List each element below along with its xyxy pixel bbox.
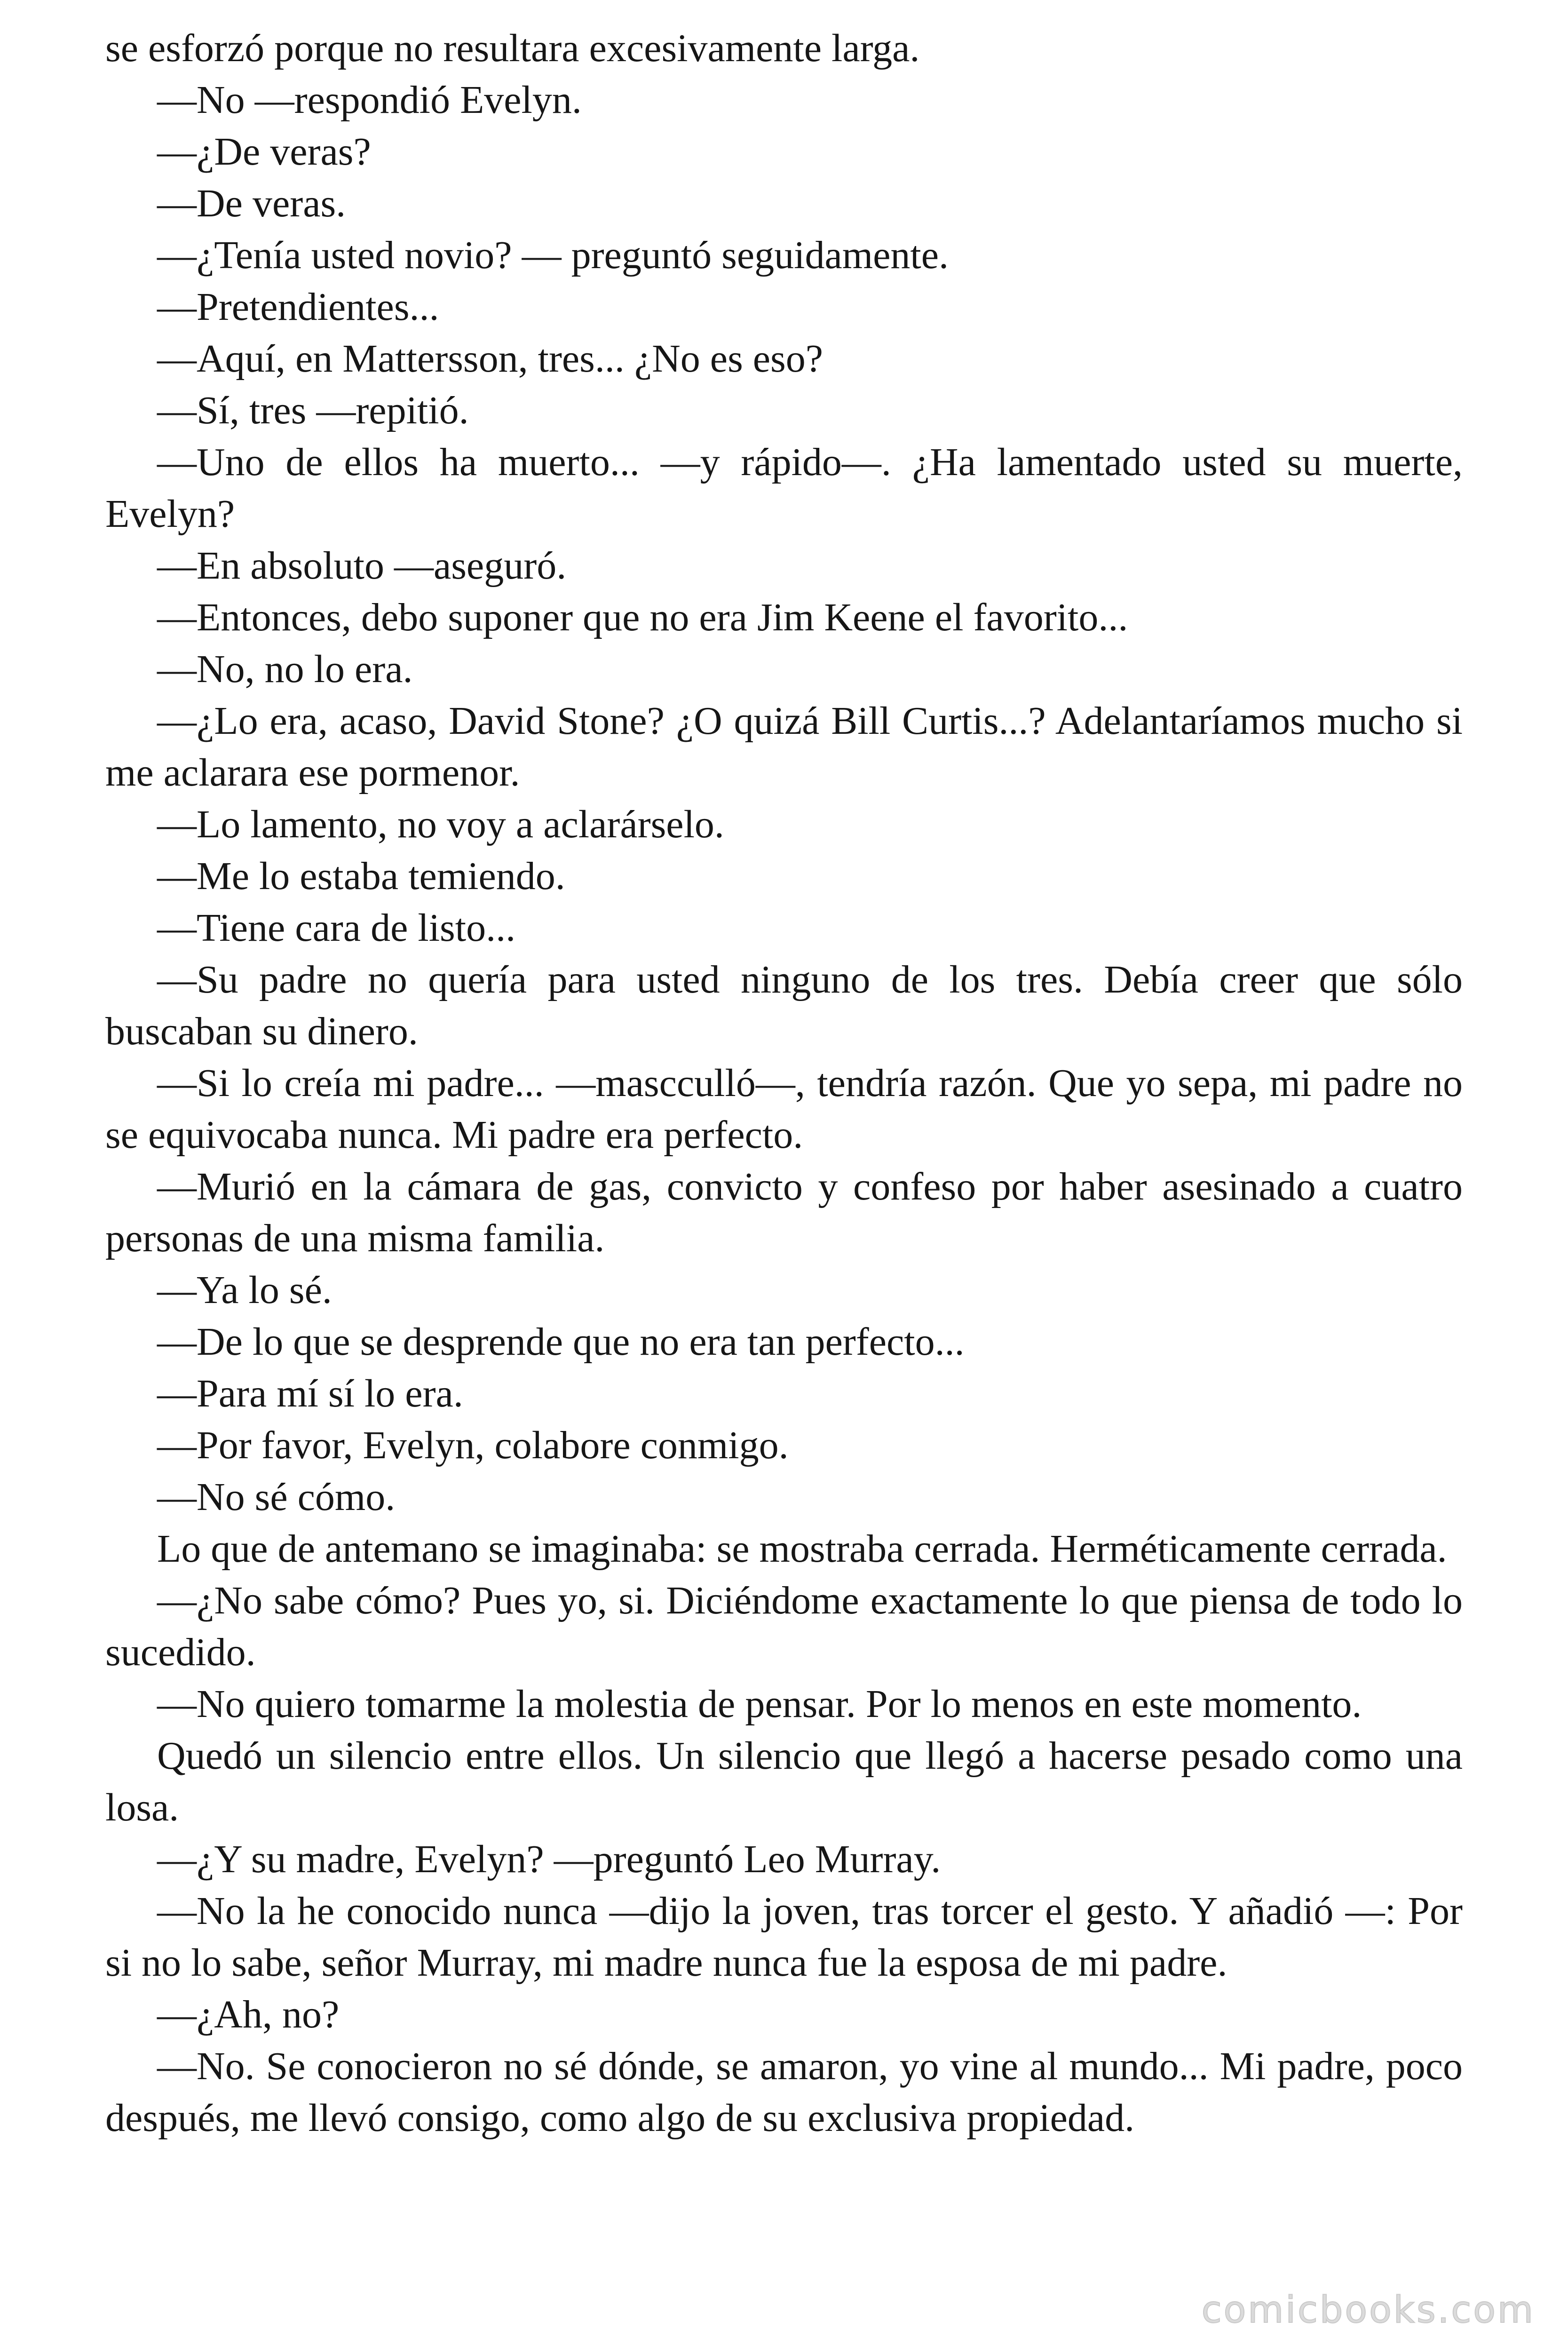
paragraph: —De veras. <box>157 182 346 225</box>
paragraph: —No —respondió Evelyn. <box>157 78 582 122</box>
page-text <box>105 23 1463 2144</box>
paragraph: —Lo lamento, no voy a aclarárselo. <box>157 803 724 846</box>
paragraph: —No. Se conocieron no sé dónde, se amaron, yo vine al mundo... Mi padre, poco después, me llevó consigo, como algo de su exclusiva propiedad. <box>105 2044 1463 2140</box>
paragraph: —¿Lo era, acaso, David Stone? ¿O quizá Bill Curtis...? Adelantaríamos mucho si me aclarara ese pormenor. <box>105 699 1463 795</box>
paragraph: —Para mí sí lo era. <box>157 1372 463 1415</box>
paragraph: —Tiene cara de listo... <box>157 906 516 950</box>
paragraph: Lo que de antemano se imaginaba: se mostraba cerrada. Herméticamente cerrada. <box>157 1527 1447 1571</box>
paragraph: —Si lo creía mi padre... —mascculló—, tendría razón. Que yo sepa, mi padre no se equivocaba nunca. Mi padre era perfecto. <box>105 1061 1463 1157</box>
paragraph: —Entonces, debo suponer que no era Jim Keene el favorito... <box>157 596 1128 639</box>
paragraph: —Aquí, en Mattersson, tres... ¿No es eso? <box>157 337 824 381</box>
paragraph: —Murió en la cámara de gas, convicto y confeso por haber asesinado a cuatro personas de una misma familia. <box>105 1165 1463 1260</box>
paragraph: —Su padre no quería para usted ninguno de los tres. Debía creer que sólo buscaban su dinero. <box>105 958 1463 1053</box>
paragraph: —No sé cómo. <box>157 1475 396 1519</box>
paragraph: —Me lo estaba temiendo. <box>157 854 565 898</box>
paragraph: —Por favor, Evelyn, colabore conmigo. <box>157 1423 789 1467</box>
paragraph: —De lo que se desprende que no era tan perfecto... <box>157 1320 965 1364</box>
paragraph: —Uno de ellos ha muerto... —y rápido—. ¿Ha lamentado usted su muerte, Evelyn? <box>105 440 1463 536</box>
paragraph: se esforzó porque no resultara excesivamente larga. <box>105 26 920 70</box>
paragraph: —No quiero tomarme la molestia de pensar. Por lo menos en este momento. <box>157 1682 1362 1726</box>
paragraph: —No la he conocido nunca —dijo la joven, tras torcer el gesto. Y añadió —: Por si no lo sabe, señor Murray, mi madre nunca fue la esposa de mi padre. <box>105 1889 1463 1985</box>
paragraph: —Ya lo sé. <box>157 1268 332 1312</box>
paragraph: —¿No sabe cómo? Pues yo, si. Diciéndome exactamente lo que piensa de todo lo sucedido. <box>105 1579 1463 1674</box>
paragraph: Quedó un silencio entre ellos. Un silencio que llegó a hacerse pesado como una losa. <box>105 1734 1463 1829</box>
paragraph: —¿Y su madre, Evelyn? —preguntó Leo Murray. <box>157 1837 941 1881</box>
paragraph: —No, no lo era. <box>157 647 413 691</box>
paragraph: —¿Tenía usted novio? — preguntó seguidamente. <box>157 233 949 277</box>
paragraph: —En absoluto —aseguró. <box>157 544 567 588</box>
watermark: comicbooks.com <box>1201 2289 1535 2331</box>
paragraph: —¿Ah, no? <box>157 1993 340 2036</box>
paragraph: —Sí, tres —repitió. <box>157 389 469 432</box>
paragraph: —Pretendientes... <box>157 285 439 329</box>
paragraph: —¿De veras? <box>157 130 371 174</box>
